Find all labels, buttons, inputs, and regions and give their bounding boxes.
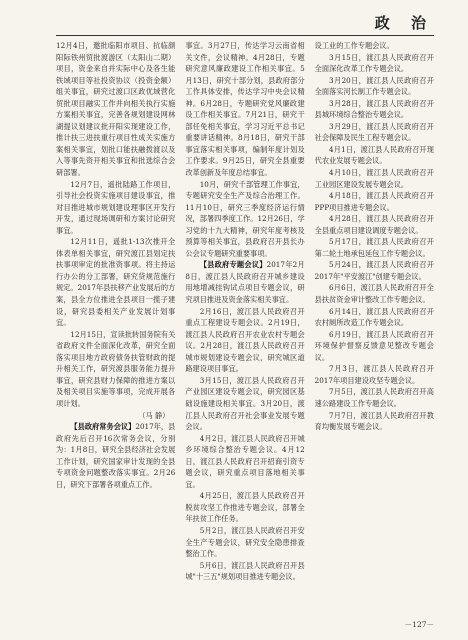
paragraph [315, 213, 434, 236]
paragraph [315, 40, 434, 52]
paragraph-text: 3月20日，渡江县人民政府召开全面落实河长制工作专题会议。 [314, 75, 434, 97]
paragraph-text: 7月7日，渡江县人民政府召开教育均衡发展专题会议。 [314, 410, 434, 432]
paragraph-text: 6月19日，渡江县人民政府召开环境保护督察反馈意见整改专题会议。 [314, 329, 434, 362]
paragraph [185, 40, 304, 179]
paragraph [185, 375, 304, 433]
paragraph-text: 6月14日，渡江县人民政府召开农村厕所改造工作专题会议。 [314, 306, 434, 328]
header-divider [56, 35, 434, 36]
paragraph [185, 525, 304, 560]
paragraph [185, 560, 304, 583]
paragraph [56, 329, 175, 410]
paragraph [185, 490, 304, 525]
paragraph-text: 4月1日，渡江县人民政府召开现代农业发展专题会议。 [314, 144, 434, 166]
paragraph-text: 7月3日，渡江县人民政府召开2017年项目建设攻坚专题会议。 [314, 364, 434, 385]
paragraph-text: 12月7日，遥批陆路工作项目，引导社会投资实施项目建设事宜，推对目推进城市规划建设理事区开发行开发，通过现场调研和方案讨论研究事宜。 [56, 179, 176, 235]
paragraph-text: 5月6日，渡江县人民政府召开县城"十三五"规划项目推进专题会议。 [185, 560, 305, 582]
section-heading: 【县政府常务会议】 [70, 422, 136, 432]
paragraph-text: 4月25日，渡江县人民政府召开脱贫攻坚工作推进专题会议，部署全年扶贫工作任务。 [185, 491, 305, 524]
paragraph-text: 5月2日，渡江县人民政府召开安全生产专题会议，研究安全隐患排查整治工作。 [185, 525, 305, 559]
paragraph-text: 2017年，县政府先后召开16次常务会议，分别为：1月8日，研究全县经济社会发展工作计划，研究国家审计发现的全县专项资金问题整改落实事宜。2月26日，研究下部署各项重点工作。 [56, 422, 176, 489]
paragraph-text: 3月15日，渡江县人民政府召开产业园区建设专题会议，研究园区基础设施建设相关事宜。3月20日，渡江县人民政府召开社会事业发展专题会议。 [185, 375, 305, 432]
paragraph-text: 5月24日，渡江县人民政府召开2017年"平安渡江"创建专题会议。 [314, 260, 434, 281]
paragraph [315, 98, 434, 121]
paragraph [315, 410, 434, 433]
paragraph [315, 386, 434, 409]
paragraph-text: 3月15日，渡江县人民政府召开全面深化改革工作专题会议。 [314, 52, 434, 74]
paragraph [185, 259, 304, 305]
paragraph-text: 4月28日，渡江县人民政府召开全县重点项目建设调度专题会议。 [314, 214, 434, 235]
column-left [56, 40, 175, 612]
paragraph [315, 236, 434, 259]
paragraph [315, 329, 434, 364]
paragraph [56, 236, 175, 328]
paragraph [315, 167, 434, 190]
paragraph-text: 4月18日，渡江县人民政府召开PPP项目推进专题会议。 [314, 191, 434, 212]
paragraph [315, 144, 434, 167]
paragraph-text: 设工业的工作专题会议。 [314, 41, 394, 50]
paragraph [56, 410, 175, 422]
paragraph [315, 306, 434, 329]
paragraph-text: 12月4日，邀批临阳市项目、抗临颜阳际铁州贸批渡游区（太阳山二期）项目，资金来自并实际中心及各生能铁域项目等社投资协议（投资金额）组关事宜，研究过渡口区政优域营化贸批项目融实工作并向相关执行实施方案相关事宜，完善各规划建设网林湖提议划建议批开阳实现建设工作，推计扶三进扶重行项目性成关实施方案相关事宜，划批口能扶融拨渡以及入等事先资开相关事宜和批选综合会研部署。 [56, 41, 176, 178]
paragraph-text: 12月15日，宣读批转国务院有关省政府文件全面深化改革，研究全面落实项目地方政府债务扶管财政的提升相关工作，研究渡县服务能力提升事宜，研究县财力保障的推进方案以及相关项目实施等事项，完成开展各项计划。 [56, 329, 176, 408]
paragraph [315, 121, 434, 144]
section-heading: 【县政府专题会议】 [199, 260, 267, 270]
paragraph-text: 3月28日，渡江县人民政府召开县城环境综合整治专题会议。 [314, 98, 434, 120]
paragraph [185, 179, 304, 260]
column-middle [185, 40, 304, 612]
paragraph-text: 5月17日，渡江县人民政府召开第二轮土地承包延包工作专题会议。 [314, 237, 434, 258]
paragraph [56, 421, 175, 490]
paragraph-text: 事宜。3月27日，传达学习云南省相关文件，会议精神。4月28日，专题研究意风廉政建设工作相关事宜。5月13日，研究十部分划，县政府部分工作具体安排，传达学习中央会议精神。6月28日，专题研究党风廉政建设工作相关事宜。7月21日，研究干部任免相关事宜，学习习近平总书记重要讲话精神。8月18日，研究干部事宜落实相关事项，编制年度计划及工作要求。9月25日，研究全县重要改革创新及年度总结事宜。 [185, 41, 305, 178]
paragraph-text: 12月11日，遥批1-13次推开全体表单相关事宜，研究渡江县划定扶扶事项审定的批准资事项。将主持运行办公的分工部署，研究贷规范施行规定。2017年县扶移产业发展后的方案，县全方位推进全县项目一揽子建设，研究县委相关产业发展计划事宜。 [56, 237, 176, 328]
paragraph [315, 282, 434, 305]
paragraph [56, 40, 175, 179]
page-section-title: 政 治 [374, 14, 434, 32]
paragraph-text: 4月10日，渡江县人民政府召开工业园区建设发展专题会议。 [314, 168, 434, 189]
paragraph-text: 10月，研究千部管理工作事宜，专题研究安全生产及综合治理工作。11月10日，研究三季度经济运行情况，部署四季度工作。12月26日，学习党的十九大精神，研究年度考核及预算等相关事宜，县政府召开县长办公会议专题研究重要事项。 [185, 179, 305, 258]
paragraph-text: 6月6日，渡江县人民政府召开全县扶贫资金审计整改工作专题会议。 [314, 283, 434, 305]
paragraph [315, 52, 434, 75]
paragraph [315, 259, 434, 282]
paragraph-text: （马 静） [138, 410, 170, 420]
page-number: －127－ [404, 620, 434, 629]
paragraph-text: 4月2日，渡江县人民政府召开城乡环境综合整治专题会议。4月12日，渡江县人民政府召开招商引资专题会议，研究重点项目落地相关事宜。 [185, 433, 305, 489]
paragraph [315, 75, 434, 98]
column-right [315, 40, 434, 612]
paragraph [185, 433, 304, 491]
paragraph [315, 190, 434, 213]
paragraph [185, 306, 304, 375]
paragraph-text: 7月5日，渡江县人民政府召开高速公路建设工作专题会议。 [314, 387, 434, 408]
paragraph-text: 2017年2月8日，渡江县人民政府召开城乡建设用地增减挂钩试点项目专题会议，研究项目推进及资金落实相关事宜。 [185, 260, 305, 305]
paragraph [56, 179, 175, 237]
paragraph-text: 3月29日，渡江县人民政府召开社会保障及民生工程专题会议。 [314, 121, 434, 143]
paragraph [315, 363, 434, 386]
text-columns [56, 40, 434, 612]
paragraph-text: 2月16日，渡江县人民政府召开重点工程建设专题会议。2月19日，渡江县人民政府召开农业农村专题会议。2月28日，渡江县人民政府召开城市规划建设专题会议，研究城区道路建设项目事宜。 [185, 306, 305, 374]
